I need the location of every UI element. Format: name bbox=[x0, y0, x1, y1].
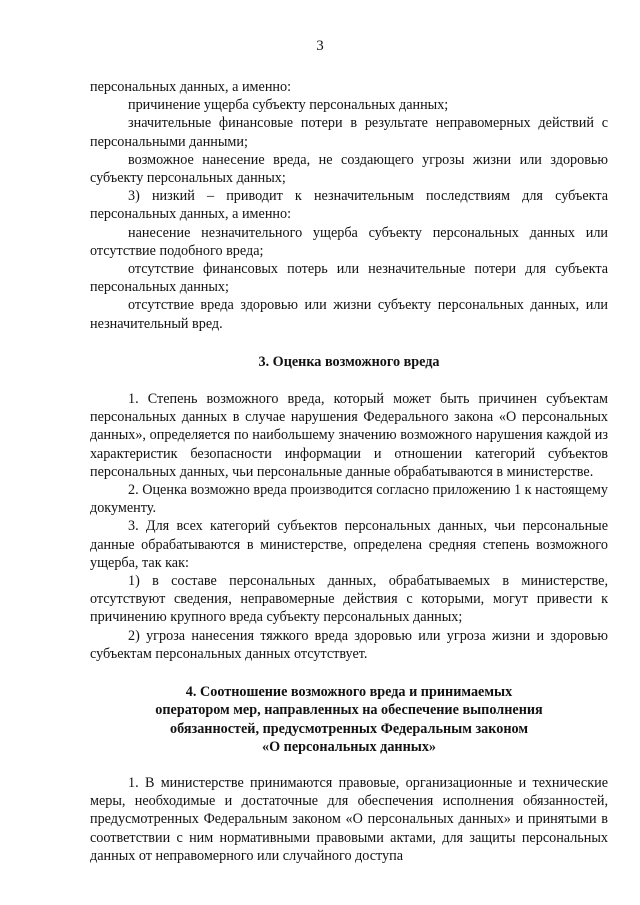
section-3-paragraph-3: 3. Для всех категорий субъектов персональных данных, чьи персональные данные обрабатываются в министерстве, определена средняя степень возможного ущерба, так как: bbox=[90, 518, 608, 571]
section-4-paragraph-1: 1. В министерстве принимаются правовые, организационные и технические меры, необходимые и достаточные для обеспечения исполнения обязанностей, предусмотренных Федеральным законом «О персональных данных» и принятыми в соответствии с ним нормативными правовыми актами, для защиты персональных данных от неправомерного или случайного доступа bbox=[90, 774, 608, 864]
section-3-subitem-2: 2) угроза нанесения тяжкого вреда здоровью или угроза жизни и здоровью субъектам персональных данных отсутствует. bbox=[90, 627, 608, 662]
section-3-subitem-1: 1) в составе персональных данных, обрабатываемых в министерстве, отсутствуют сведения, неправомерные действия с которыми, могут привести к причинению крупного вреда субъекту персональных данных; bbox=[90, 573, 608, 626]
section-4-heading-line-2: оператором мер, направленных на обеспечение выполнения bbox=[155, 702, 543, 719]
low-level-definition: 3) низкий – приводит к незначительным последствиям для субъекта персональных данных, а именно: bbox=[90, 188, 608, 223]
section-4-heading-line-3: обязанностей, предусмотренных Федеральным законом bbox=[169, 720, 528, 737]
list-item-low-2: отсутствие финансовых потерь или незначительные потери для субъекта персональных данных; bbox=[90, 261, 608, 296]
document-body bbox=[90, 78, 608, 865]
intro-line: персональных данных, а именно: bbox=[90, 79, 292, 95]
section-3-paragraph-1: 1. Степень возможного вреда, который может быть причинен субъектам персональных данных в случае нарушения Федерального закона «О персональных данных», определяется по наибольшему значению возможного нарушения каждой из характеристик безопасности информации и отношении категорий субъектов персональных данных, чьи персональные данные обрабатываются в министерстве. bbox=[90, 391, 608, 480]
list-item-low-1: нанесение незначительного ущерба субъекту персональных данных или отсутствие подобного вреда; bbox=[90, 224, 608, 259]
list-item-high-2: значительные финансовые потери в результате неправомерных действий с персональными данными; bbox=[90, 115, 608, 150]
page-number: 3 bbox=[316, 38, 324, 54]
list-item-high-1: причинение ущерба субъекту персональных данных; bbox=[128, 97, 449, 114]
section-4-heading-line-1: 4. Соотношение возможного вреда и принимаемых bbox=[185, 684, 513, 701]
section-4-heading bbox=[90, 683, 608, 756]
list-item-low-3: отсутствие вреда здоровью или жизни субъекту персональных данных, или незначительный вред. bbox=[90, 297, 608, 332]
section-3-paragraph-2: 2. Оценка возможно вреда производится согласно приложению 1 к настоящему документу. bbox=[90, 482, 608, 517]
section-4-heading-line-4: «О персональных данных» bbox=[261, 738, 437, 755]
list-item-high-3: возможное нанесение вреда, не создающего угрозы жизни или здоровью субъекту персональных данных; bbox=[90, 151, 608, 187]
section-3-heading: 3. Оценка возможного вреда bbox=[258, 353, 440, 370]
